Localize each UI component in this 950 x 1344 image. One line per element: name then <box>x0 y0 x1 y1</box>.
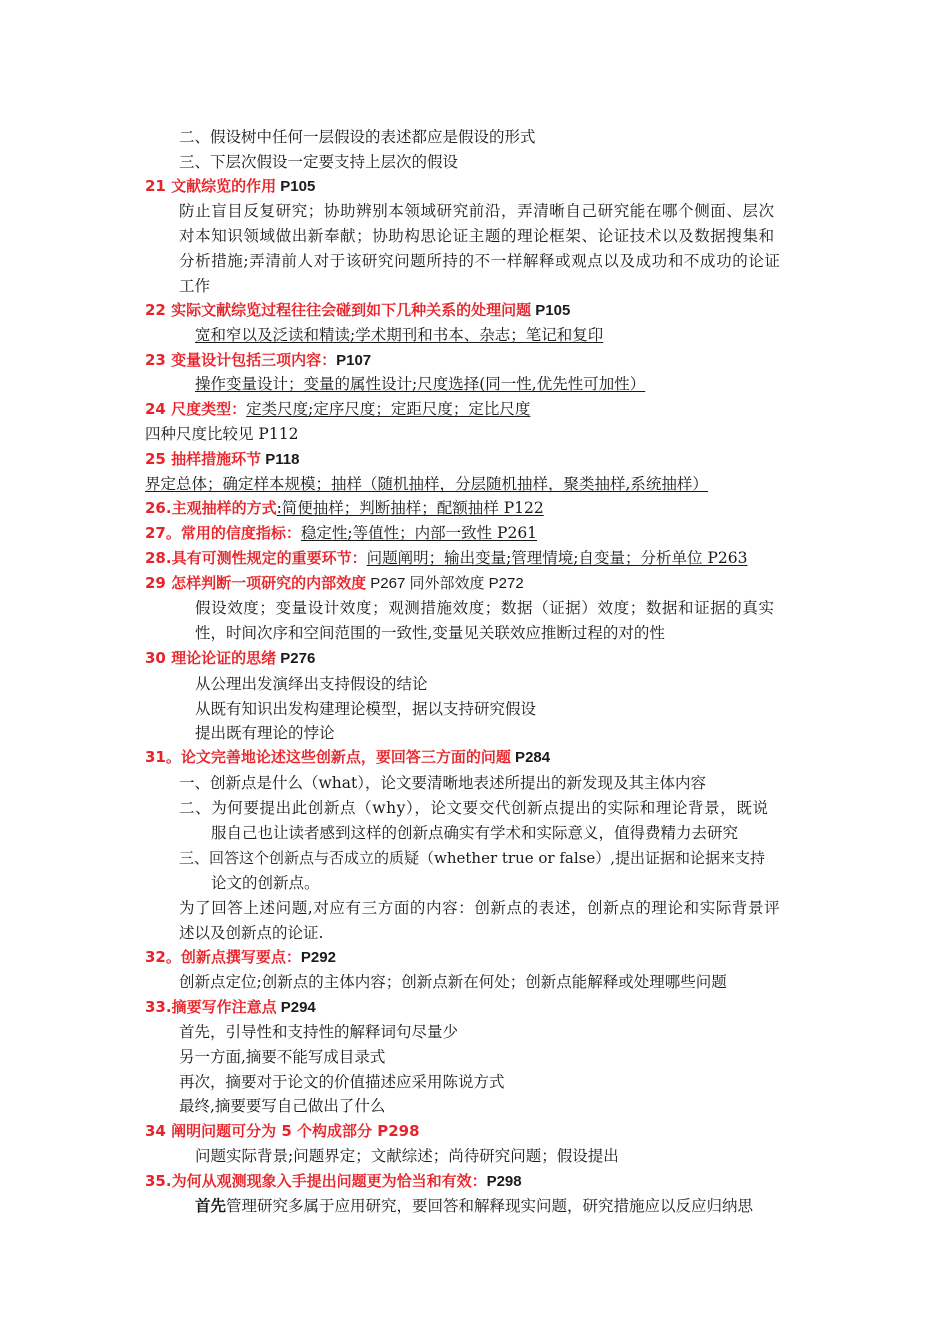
para-31-line-2: 二、为何要提出此创新点（why），论文要交代创新点提出的实际和理论背景，既说 <box>179 799 769 817</box>
heading-34: 34 阐明问题可分为 5 个构成部分 P298 <box>145 1122 420 1140</box>
heading-33-title: 33.摘要写作注意点 <box>145 998 277 1016</box>
heading-25-page: P118 <box>261 451 300 468</box>
heading-29-title: 29 怎样判断一项研究的内部效度 <box>145 574 367 592</box>
heading-33-page: P294 <box>276 999 316 1016</box>
para-21-line-3: 分析措施;弄清前人对于该研究问题所持的不一样解释或观点以及成功和不成功的论证 <box>179 252 781 270</box>
heading-26 <box>145 498 544 518</box>
para-21-line-1: 防止盲目反复研究；协助辨别本领域研究前沿，弄清晰自己研究能在哪个侧面、层次 <box>179 202 775 220</box>
heading-22-page: P105 <box>531 302 571 319</box>
para-30-line-3: 提出既有理论的悖论 <box>195 724 335 742</box>
heading-21 <box>145 176 315 197</box>
para-35-line-1 <box>195 1196 753 1216</box>
heading-25-title: 25 抽样措施环节 <box>145 450 262 468</box>
heading-31 <box>145 747 550 768</box>
heading-29-page: P267 同外部效度 P272 <box>366 575 524 592</box>
heading-25 <box>145 449 299 470</box>
para-31-line-6: 为了回答上述问题,对应有三方面的内容：创新点的表述，创新点的理论和实际背景评 <box>179 899 781 917</box>
para-31-line-3: 服自己也让读者感到这样的创新点确实有学术和实际意义，值得费精力去研究 <box>211 824 739 842</box>
para-34-line-1: 问题实际背景;问题界定；文献综述；尚待研究问题；假设提出 <box>195 1147 619 1165</box>
para-24-line-1: 四种尺度比较见 P112 <box>145 425 299 443</box>
para-32-line-1: 创新点定位;创新点的主体内容；创新点新在何处；创新点能解释或处理哪些问题 <box>179 973 727 991</box>
para-30-line-2: 从既有知识出发构建理论模型，据以支持研究假设 <box>195 700 537 718</box>
heading-24 <box>145 399 530 419</box>
heading-35-page: P298 <box>486 1173 522 1190</box>
heading-28 <box>145 548 747 568</box>
para-33-line-1: 首先，引导性和支持性的解释词句尽量少 <box>179 1023 459 1041</box>
heading-22 <box>145 300 570 321</box>
hypothesis-rule-3: 三、下层次假设一定要支持上层次的假设 <box>179 153 459 171</box>
para-22-line-1: 宽和窄以及泛读和精读;学术期刊和书本、杂志；笔记和复印 <box>195 326 604 344</box>
heading-21-page: P105 <box>276 178 316 195</box>
heading-33 <box>145 997 316 1018</box>
para-30-line-1: 从公理出发演绎出支持假设的结论 <box>195 675 428 693</box>
para-31-line-1: 一、创新点是什么（what），论文要清晰地表述所提出的新发现及其主体内容 <box>179 774 706 792</box>
heading-26-title: 26.主观抽样的方式 <box>145 499 277 517</box>
heading-31-title: 31。论文完善地论述这些创新点，要回答三方面的问题 <box>145 748 511 766</box>
heading-30-page: P276 <box>276 650 316 667</box>
para-23-line-1: 操作变量设计；变量的属性设计;尺度选择(同一性,优先性可加性） <box>195 375 646 393</box>
heading-24-title: 24 尺度类型： <box>145 400 247 418</box>
heading-32 <box>145 947 336 968</box>
heading-26-body: :简便抽样；判断抽样；配额抽样 P122 <box>276 499 544 517</box>
para-33-line-4: 最终,摘要要写自己做出了什么 <box>179 1097 386 1115</box>
heading-21-title: 21 文献综览的作用 <box>145 177 277 195</box>
heading-27-title: 27。常用的信度指标： <box>145 524 301 542</box>
heading-23 <box>145 350 371 371</box>
para-33-line-3: 再次，摘要对于论文的价值描述应采用陈说方式 <box>179 1073 505 1091</box>
heading-32-page: P292 <box>300 949 336 966</box>
heading-32-title: 32。创新点撰写要点： <box>145 948 301 966</box>
heading-31-page: P284 <box>510 749 551 766</box>
heading-23-page: P107 <box>336 352 372 369</box>
heading-23-title: 23 变量设计包括三项内容： <box>145 351 337 369</box>
heading-29 <box>145 573 524 594</box>
para-31-line-7: 述以及创新点的论证. <box>179 924 324 942</box>
heading-35-title: 35.为何从观测现象入手提出问题更为恰当和有效： <box>145 1172 487 1190</box>
heading-35 <box>145 1171 522 1192</box>
heading-22-title: 22 实际文献综览过程往往会碰到如下几种关系的处理问题 <box>145 301 532 319</box>
para-35-lead: 首先 <box>195 1196 227 1215</box>
para-21-line-4: 工作 <box>179 277 211 295</box>
para-35-text: 管理研究多属于应用研究，要回答和解释现实问题，研究措施应以反应归纳思 <box>226 1197 754 1215</box>
para-21-line-2: 对本知识领域做出新奉献；协助构思论证主题的理论框架、论证技术以及数据搜集和 <box>179 227 775 245</box>
para-25-line-1: 界定总体；确定样本规模；抽样（随机抽样，分层随机抽样，聚类抽样,系统抽样） <box>145 475 708 493</box>
heading-28-title: 28.具有可测性规定的重要环节： <box>145 549 367 567</box>
heading-30-title: 30 理论论证的思绪 <box>145 649 277 667</box>
para-31-line-5: 论文的创新点。 <box>211 874 320 892</box>
heading-27-body: 稳定性;等值性；内部一致性 P261 <box>300 524 538 542</box>
heading-28-body: 问题阐明；输出变量;管理情境;自变量；分析单位 P263 <box>366 549 748 567</box>
hypothesis-rule-2: 二、假设树中任何一层假设的表述都应是假设的形式 <box>179 128 536 146</box>
heading-24-body: 定类尺度;定序尺度；定距尺度；定比尺度 <box>246 400 531 418</box>
para-29-line-1: 假设效度；变量设计效度；观测措施效度；数据（证据）效度；数据和证据的真实 <box>195 599 775 617</box>
para-33-line-2: 另一方面,摘要不能写成目录式 <box>179 1048 386 1066</box>
heading-30 <box>145 648 315 669</box>
para-29-line-2: 性，时间次序和空间范围的一致性,变量见关联效应推断过程的对的性 <box>195 624 665 642</box>
para-31-line-4: 三、回答这个创新点与否成立的质疑（whether true or false）,提出证据和论据来支持 <box>179 849 765 867</box>
heading-27 <box>145 523 537 543</box>
